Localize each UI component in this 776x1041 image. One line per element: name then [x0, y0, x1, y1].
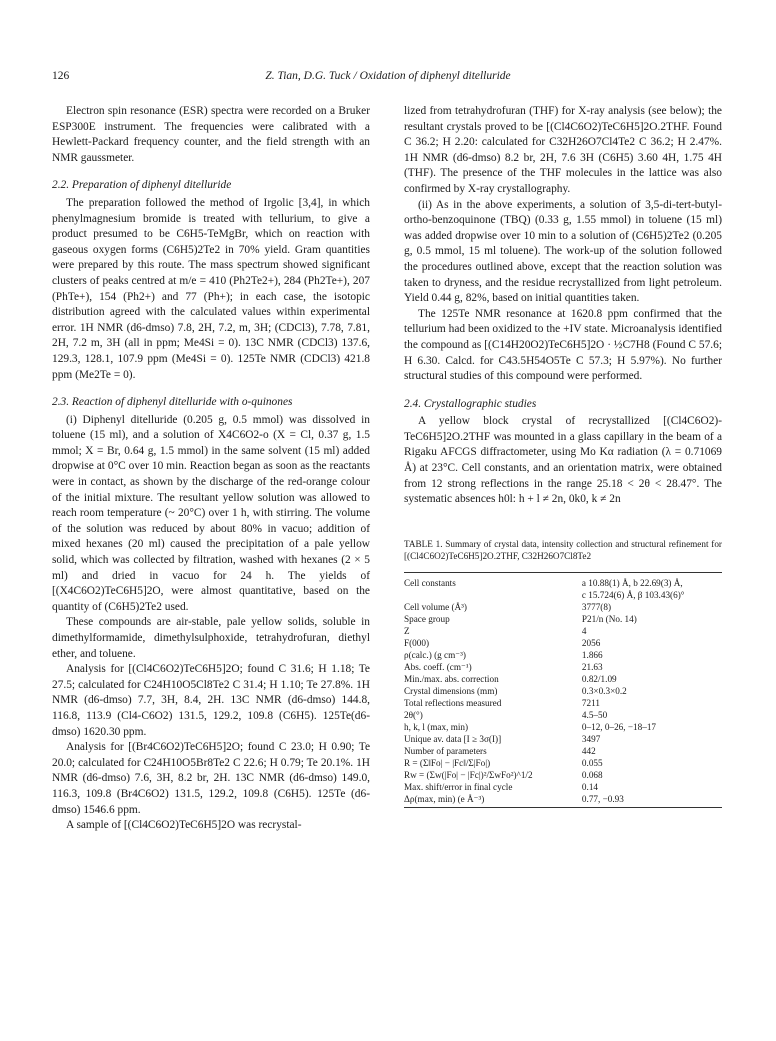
table-row [404, 709, 722, 721]
running-head: Z. Tian, D.G. Tuck / Oxidation of diphenyl ditelluride [265, 70, 511, 82]
page-number: 126 [52, 70, 70, 82]
crystal-data-table [404, 572, 722, 808]
table-cell-label: ρ(calc.) (g cm⁻³) [404, 649, 466, 660]
table-cell-label: Z [404, 625, 410, 636]
section-2-3-paragraph-5: A sample of [(Cl4C6O2)TeC6H5]2O was recrystal- [66, 819, 302, 832]
page-header [52, 70, 724, 88]
table-cell-label: Cell constants [404, 572, 578, 589]
table-row [404, 697, 722, 709]
table-row [404, 613, 722, 625]
left-column [52, 104, 370, 834]
table-row [404, 721, 722, 733]
table-cell-label: F(000) [404, 637, 430, 648]
table-cell-label: Crystal dimensions (mm) [404, 685, 498, 696]
esr-paragraph: Electron spin resonance (ESR) spectra were recorded on a Bruker ESP300E instrument. The frequencies were calibrated with a Hewlett-Packard frequency counter, and the field strength with an NMR gaussmeter. [52, 105, 370, 164]
table-cell-value: 3777(8) [581, 601, 612, 612]
section-2-3-paragraph-3: Analysis for [(Cl4C6O2)TeC6H5]2O; found C 31.6; H 1.18; Te 27.5; calculated for C24H10O5Cl8Te2 C 31.4; H 1.10; Te 27.8%. 1H NMR (d6-dmso) 7.7, 3H, 8.4, 2H. 13C NMR (d6-dmso) 144.8, 116.8, 113.9 (Cl4-C6O2) 131.5, 129.2, 109.8 (C6H5). 125Te(d6-dmso) 1620.30 ppm. [52, 663, 370, 738]
table-row [404, 601, 722, 613]
table-cell-value: 3497 [581, 733, 601, 744]
section-2-3-paragraph-2: These compounds are air-stable, pale yellow solids, soluble in dimethylformamide, dimethylsulphoxide, tetrahydrofuran, diethyl ether, and toluene. [52, 616, 370, 660]
table-row [404, 685, 722, 697]
table-row [404, 661, 722, 673]
section-heading-2-2: 2.2. Preparation of diphenyl ditelluride [52, 179, 232, 192]
table-row [404, 673, 722, 685]
section-2-4-body: A yellow block crystal of recrystallized [(Cl4C6O2)-TeC6H5]2O.2THF was mounted in a glass capillary in the beam of a Rigaku AFCGS diffractometer, using Mo Kα radiation (λ = 0.71069 Å) at 23°C. Cell constants, and an orientation matrix, were obtained from 12 strong reflections in the range 25.18 < 2θ < 28.47°. The systematic absences h0l: h + l ≠ 2n, 0k0, k ≠ 2n [404, 415, 722, 506]
continuation-paragraph: lized from tetrahydrofuran (THF) for X-ray analysis (see below); the resultant crystals proved to be [(Cl4C6O2)TeC6H5]2O.2THF. Found C 36.2; H 2.20: calculated for C32H26O7Cl4Te2 C 36.2; H 2.47%. 1H NMR (d6-dmso) 8.2 br, 2H, 7.6 3H (C6H5) 3.60 4H, 1.75 4H (THF). The presence of the THF molecules in the lattice was also confirmed by X-ray crystallography. [404, 105, 722, 195]
table-cell-value: 1.866 [581, 649, 603, 660]
table-row [404, 793, 722, 808]
table-row [404, 769, 722, 781]
section-heading-2-4: 2.4. Crystallographic studies [404, 397, 537, 410]
table-cell-value: P21/n (No. 14) [581, 613, 637, 624]
table-cell-label: h, k, l (max, min) [404, 721, 469, 732]
table-cell-value: 4.5–50 [581, 709, 608, 720]
right-column [404, 104, 722, 808]
table-cell-value: 442 [581, 745, 596, 756]
table-cell-label: 2θ(°) [404, 709, 423, 720]
table-row [404, 637, 722, 649]
table-cell-value: c 15.724(6) Å, β 103.43(6)° [581, 589, 685, 600]
table-cell-value: 7211 [581, 697, 600, 708]
table-cell-label: Δρ(max, min) (e Å⁻³) [404, 793, 578, 808]
section-2-3-paragraph-1: (i) Diphenyl ditelluride (0.205 g, 0.5 mmol) was dissolved in toluene (15 ml), and a solution of X4C6O2-o (X = Cl, 0.37 g, 1.5 mmol; X = Br, 0.64 g, 1.5 mmol) in the same solvent (15 ml) added dropwise at 0°C over 10 min. Reaction began as soon as the reactants were in contact, as shown by the discharge of the red-orange colour of the initial mixture. The resultant yellow solution was allowed to reach room temperature (~ 20°C) over 1 h, with stirring. The volume of the solution was reduced by about 80% in vacuo; addition of mixed hexanes (20 ml) caused the precipitation of a pale yellow solid, which was collected by filtration, washed with hexanes (2 × 5 ml) and dried in vacuo for 24 h. The yields of [(X4C6O2)TeC6H5]2O, were almost quantitative, based on the quantity of (C6H5)2Te2 used. [52, 413, 370, 613]
table-cell-value: a 10.88(1) Å, b 22.69(3) Å, [578, 572, 722, 589]
table-cell-value: 0.82/1.09 [581, 673, 617, 684]
table-cell-value: 0.14 [581, 781, 598, 792]
table-cell-label [404, 589, 578, 601]
section-2-3-paragraph-4: Analysis for [(Br4C6O2)TeC6H5]2O; found C 23.0; H 0.90; Te 20.0; calculated for C24H10O5Br8Te2 C 22.6; H 0.79; Te 20.1%. 1H NMR (d6-dmso) 7.6, 3H, 8.2 br, 2H. 13C NMR (d6-dmso) 149.0, 116.3, 109.8 (Br4C6O2) 131.5, 129.2, 109.8 (C6H5). 125Te (d6-dmso) 1546.6 ppm. [52, 741, 370, 816]
table-cell-value: 0.068 [581, 769, 603, 780]
table-row [404, 589, 722, 601]
table-cell-label: Unique av. data [I ≥ 3σ(I)] [404, 733, 502, 744]
table-row [404, 745, 722, 757]
table-row [404, 649, 722, 661]
te-nmr-paragraph: The 125Te NMR resonance at 1620.8 ppm confirmed that the tellurium had been oxidized to the +IV state. Microanalysis identified the compound as [(C14H20O2)TeC6H5]2O · ½C7H8 (Found C 57.6; H 6.30. Calcd. for C43.5H54O5Te C 57.3; H 5.97%). No further structural studies of this compound were performed. [404, 307, 722, 383]
table-cell-value: 0–12, 0–26, −18–17 [581, 721, 657, 732]
table-cell-label: R = (Σ‖Fo| − |Fc‖/Σ|Fo|) [404, 757, 491, 768]
table-cell-value: 4 [581, 625, 587, 636]
table-cell-label: Rw = (Σw(|Fo| − |Fc|)²/ΣwFo²)^1/2 [404, 769, 533, 780]
table-row [404, 572, 722, 589]
table-cell-value: 0.3×0.3×0.2 [581, 685, 627, 696]
table-cell-value: 2056 [581, 637, 601, 648]
table-cell-value: 0.77, −0.93 [578, 793, 722, 808]
table-cell-label: Number of parameters [404, 745, 487, 756]
table-cell-label: Space group [404, 613, 450, 624]
section-2-2-body: The preparation followed the method of Irgolic [3,4], in which phenylmagnesium bromide is treated with tellurium, to give a product presumed to be C6H5-TeMgBr, which on reaction with gaseous oxygen forms (C6H5)2Te2 in 70% yield. Gram quantities were prepared by this route. The mass spectrum showed significant clusters of peaks centred at m/e = 410 (Ph2Te2+), 284 (Ph2Te+), 207 (PhTe+), 154 (Ph2+) and 77 (Ph+); in each case, the isotopic distribution agreed with the calculated values within experimental error. 1H NMR (d6-dmso) 7.8, 2H, 7.2, m, 3H; (CDCl3), 7.78, 7.81, 2H, 7.2 m, 3H (all in ppm; Me4Si = 0). 13C NMR (CDCl3) 137.6, 129.3, 128.1, 107.9 ppm (Me4Si = 0). 125Te NMR (CDCl3) 421.8 ppm (Me2Te = 0). [52, 196, 370, 381]
table-cell-label: Abs. coeff. (cm⁻¹) [404, 661, 472, 672]
table-cell-label: Total reflections measured [404, 697, 502, 708]
table-cell-label: Min./max. abs. correction [404, 673, 499, 684]
section-heading-2-3: 2.3. Reaction of diphenyl ditelluride with o-quinones [52, 396, 293, 409]
table-row [404, 625, 722, 637]
table-cell-label: Max. shift/error in final cycle [404, 781, 513, 792]
table-cell-label: Cell volume (Å³) [404, 601, 467, 612]
table-row [404, 757, 722, 769]
table-caption: TABLE 1. Summary of crystal data, intensity collection and structural refinement for [(Cl4C6O2)TeC6H5]2O.2THF, C32H26O7Cl8Te2 [404, 538, 722, 561]
table-cell-value: 0.055 [581, 757, 603, 768]
table-cell-value: 21.63 [581, 661, 603, 672]
table-row [404, 781, 722, 793]
table-row [404, 733, 722, 745]
tbq-paragraph: (ii) As in the above experiments, a solution of 3,5-di-tert-butyl-ortho-benzoquinone (TBQ) (0.33 g, 1.55 mmol) in toluene (15 ml) was added dropwise over 10 min to a solution of (C6H5)2Te2 (0.205 g, 0.5 mmol, 15 ml toluene). The work-up of the solution followed the procedures outlined above, except that the reaction solution was taken to dryness, and the residue recrystallized from light petroleum. Yield 0.44 g, 82%, based on initial quantities taken. [404, 198, 722, 305]
